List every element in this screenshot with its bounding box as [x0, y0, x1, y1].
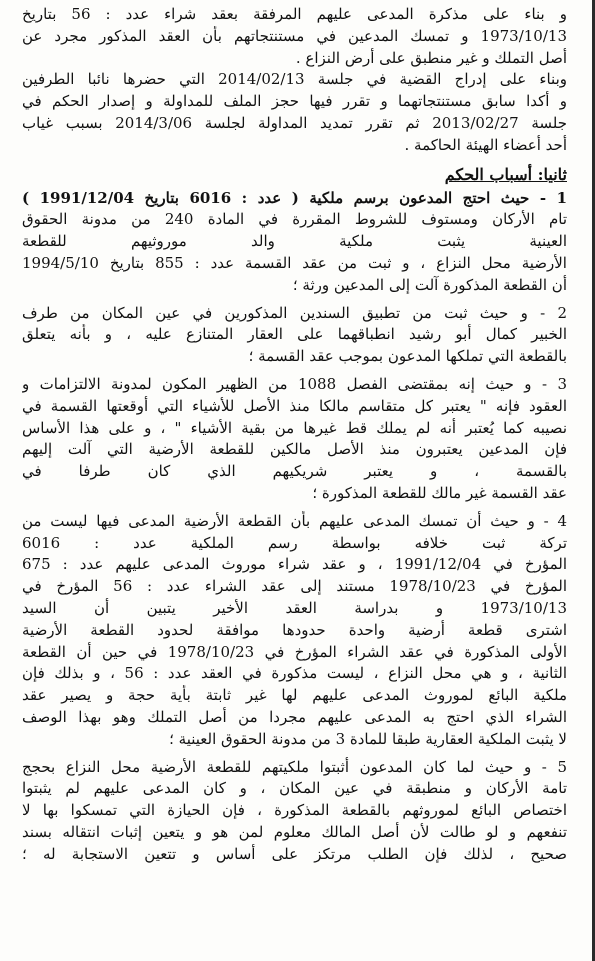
section-heading-text: ثانيا: أسباب الحكم: [444, 164, 567, 184]
text-line: 1 - حيث احتج المدعون برسم ملكية ( عدد : 6016 بتاريخ 1991/12/04 ): [22, 188, 567, 207]
text-line: و أكدا سابق مستنتجاتهما و تقرر فيها حجز الملف للمداولة و إصدار الحكم في: [22, 92, 567, 111]
text-line: اشترى قطعة أرضية واحدة حدودها موافقة لحدود القطعة الأرضية: [22, 620, 567, 639]
text-line: الشراء الذي احتج به المدعى عليهم مجردا من أصل التملك وهو بهذا الوصف: [22, 707, 567, 726]
text-line: 1973/10/13 و بدراسة العقد الأخير يتبين أن السيد: [22, 598, 567, 617]
text-line: بالقسمة ، و يعتبر شريكيهم الذي كان طرفا في: [22, 462, 567, 481]
text-line: الخبير كمال أبو رشيد انطباقهما على العقار المتنازع عليه ، و بأنه يتعلق: [22, 325, 567, 344]
text-line: 3 - و حيث إنه بمقتضى الفصل 1088 من الظهير المكون لمدونة الالتزامات و: [22, 374, 567, 393]
text-line: 5 - و حيث لما كان المدعون أثبتوا ملكيتهم للقطعة الأرضية محل النزاع بحجج: [22, 757, 567, 776]
reason-paragraph-2: [22, 303, 567, 368]
text-line: نصيبه كما يُعتبر أنه لم يملك قط غيرها من بقية الأشياء " ، و على هذا الأساس: [22, 418, 567, 437]
text-line: العقود فإنه " يعتبر كل متقاسم مالكا منذ الأصل للأشياء التي أوقعتها القسمة في: [22, 396, 567, 415]
text-line: المؤرخ في 1991/12/04 ، و عقد شراء موروث المدعى عليهم عدد : 675: [22, 555, 567, 574]
text-line: أصل التملك و غير منطبق على أرض النزاع .: [295, 48, 567, 67]
text-line: صحيح ، لذلك فإن الطلب مرتكز على أساس و تتعين الاستجابة له ؛: [22, 844, 567, 863]
text-line: و بناء على مذكرة المدعى عليهم المرفقة بعقد شراء عدد : 56 بتاريخ: [22, 5, 567, 23]
reason-paragraph-1: [22, 188, 567, 297]
text-line: وبناء على إدراج القضية في جلسة 2014/02/13 التي حضرها نائبا الطرفين: [22, 70, 567, 89]
text-line: الأرضية محل النزاع ، و ثبت من عقد القسمة عدد : 855 بتاريخ 1994/5/10: [22, 253, 567, 272]
reason-paragraph-5: [22, 757, 567, 866]
text-line: عقد القسمة غير مالك للقطعة المذكورة ؛: [312, 483, 567, 502]
reason-paragraph-4: [22, 511, 567, 751]
text-line: أن القطعة المذكورة آلت إلى المدعين ورثة ؛: [292, 275, 567, 294]
text-line: تركة ثبت خلافه بواسطة رسم الملكية عدد : 6016: [22, 533, 567, 552]
intro-paragraph: [22, 4, 567, 157]
text-line: 2 - و حيث ثبت من تطبيق السندين المذكورين في عين المكان من طرف: [22, 303, 567, 322]
text-line: الثانية ، و هي محل النزاع ، ليست مذكورة في العقد عدد : 56 ، و بذلك فإن: [22, 664, 567, 683]
text-line: جلسة 2013/02/27 ثم تقرر تمديد المداولة لجلسة 2014/3/06 بسبب غياب: [22, 113, 567, 132]
reason-paragraph-3: [22, 374, 567, 505]
text-line: فإن المدعين يعتبرون منذ الأصل مالكين للقطعة الأرضية التي آلت إليهم: [22, 440, 567, 459]
text-line: اختصاص البائع لموروثهم بالقطعة المذكورة ، فإن الحيازة التي تمسكوا بها لا: [22, 801, 567, 820]
section-heading: [22, 163, 567, 187]
text-line: ملكية البائع لموروث المدعى عليهم لها غير ثابتة بأية حجة و يصير عقد: [22, 686, 567, 705]
text-line: المؤرخ في 1978/10/23 مستند إلى عقد الشراء عدد : 56 المؤرخ في: [22, 577, 567, 596]
text-line: 1973/10/13 و تمسك المدعين في مستنتجاتهم بأن العقد المذكور مجرد عن: [22, 26, 567, 45]
text-line: 4 - و حيث أن تمسك المدعى عليهم بأن القطعة الأرضية المدعى فيها ليست من: [22, 511, 567, 530]
text-line: تامة الأركان و منطبقة في عين المكان ، و كان المدعى عليهم لم يثبتوا: [22, 779, 567, 798]
text-line: تام الأركان ومستوف للشروط المقررة في المادة 240 من مدونة الحقوق: [22, 210, 567, 229]
text-line: العينية يثبت ملكية والد موروثيهم للقطعة: [22, 232, 567, 251]
text-line: الأولى المذكورة في عقد الشراء المؤرخ في 1978/10/23 في حين أن القطعة: [22, 642, 567, 661]
text-line: بالقطعة التي تملكها المدعون بموجب عقد القسمة ؛: [248, 347, 567, 366]
text-line: أحد أعضاء الهيئة الحاكمة .: [404, 135, 567, 154]
text-line: تنفعهم و لو طالت لأن أصل المالك معلوم لمن هو و يتعين إثبات انتقاله بسند: [22, 822, 567, 841]
text-line: لا يثبت الملكية العقارية طبقا للمادة 3 من مدونة الحقوق العينية ؛: [169, 729, 567, 748]
